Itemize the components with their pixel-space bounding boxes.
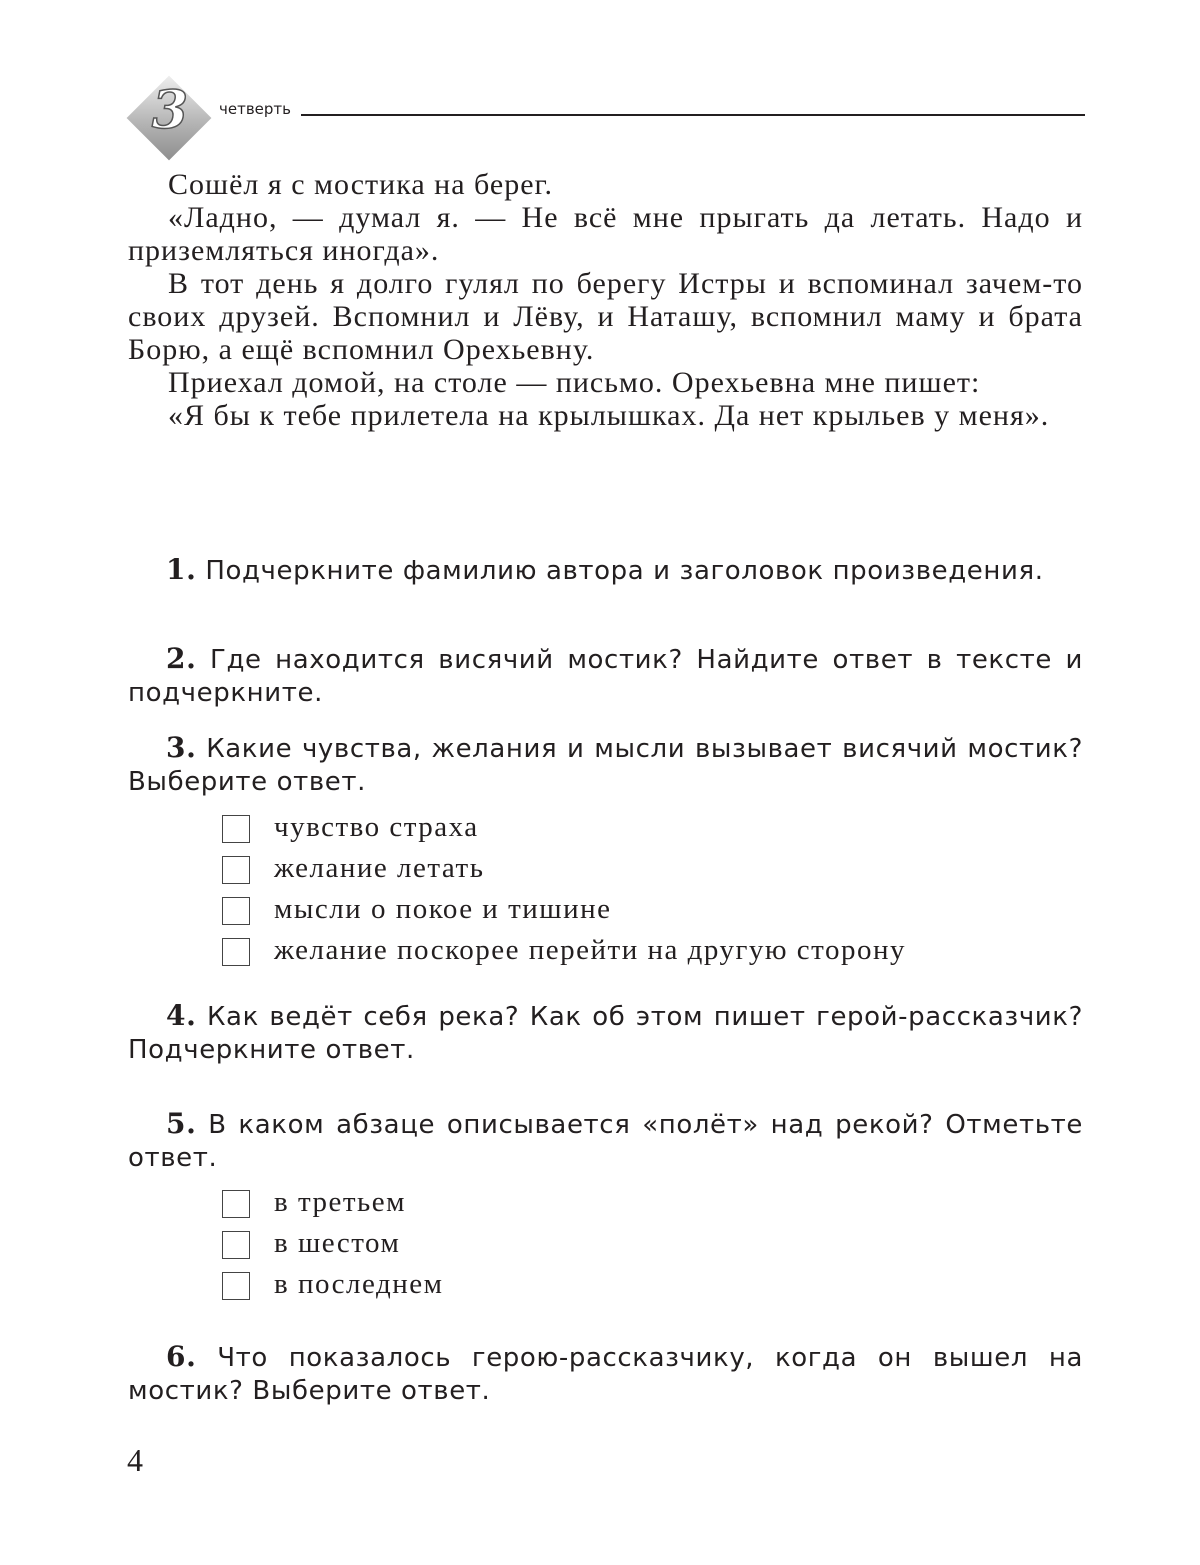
answer-checkbox[interactable] [222, 856, 250, 884]
answer-checkbox[interactable] [222, 1190, 250, 1218]
page-header [125, 74, 1090, 164]
paragraph: «Я бы к тебе прилетела на крылышках. Да нет крыльев у меня». [168, 399, 1050, 432]
question-1 [128, 553, 1083, 588]
paragraph: «Ладно, — думал я. — Не всё мне прыгать да летать. Надо и приземляться иногда». [128, 201, 1083, 267]
question-number: 6. [166, 1340, 197, 1373]
option-label: в последнем [274, 1268, 444, 1300]
option-label: чувство страха [274, 811, 479, 843]
question-number: 2. [166, 642, 197, 675]
question-number: 4. [166, 999, 197, 1032]
question-text: Где находится висячий мостик? Найдите ответ в тексте и подчеркните. [128, 645, 1083, 708]
question-6 [128, 1340, 1083, 1408]
question-text: Что показалось герою-рассказчику, когда он вышел на мостик? Выберите ответ. [128, 1343, 1083, 1406]
option-label: мысли о покое и тишине [274, 893, 612, 925]
question-text: Какие чувства, желания и мысли вызывает висячий мостик? Выберите ответ. [128, 734, 1083, 797]
page-number: 4 [127, 1442, 143, 1478]
paragraph: Сошёл я с мостика на берег. [168, 168, 553, 201]
question-5 [128, 1107, 1083, 1175]
option-label: в шестом [274, 1227, 401, 1259]
question-4 [128, 999, 1083, 1067]
question-number: 5. [166, 1107, 197, 1140]
option-label: желание поскорее перейти на другую сторону [274, 934, 906, 966]
answer-checkbox[interactable] [222, 1231, 250, 1259]
question-number: 3. [166, 731, 197, 764]
answer-checkbox[interactable] [222, 938, 250, 966]
answer-checkbox[interactable] [222, 1272, 250, 1300]
option-label: в третьем [274, 1186, 406, 1218]
question-text: В каком абзаце описывается «полёт» над рекой? Отметьте ответ. [128, 1110, 1083, 1173]
question-3 [128, 731, 1083, 799]
paragraph: Приехал домой, на столе — письмо. Орехьевна мне пишет: [168, 366, 981, 399]
answer-checkbox[interactable] [222, 815, 250, 843]
paragraph: В тот день я долго гулял по берегу Истры и вспоминал зачем-то своих друзей. Вспомнил и Лёву, и Наташу, вспомнил маму и брата Борю, а ещё вспомнил Орехьевну. [128, 267, 1083, 366]
quarter-number: 3 [151, 80, 189, 141]
question-number: 1. [166, 553, 197, 586]
story-excerpt [128, 168, 1083, 432]
quarter-label: четверть [219, 100, 291, 118]
header-rule [301, 114, 1085, 116]
question-text: Как ведёт себя река? Как об этом пишет герой-рассказчик? Подчеркните ответ. [128, 1002, 1083, 1065]
option-label: желание летать [274, 852, 485, 884]
question-2 [128, 642, 1083, 710]
question-text: Подчеркните фамилию автора и заголовок произведения. [205, 556, 1044, 586]
answer-checkbox[interactable] [222, 897, 250, 925]
